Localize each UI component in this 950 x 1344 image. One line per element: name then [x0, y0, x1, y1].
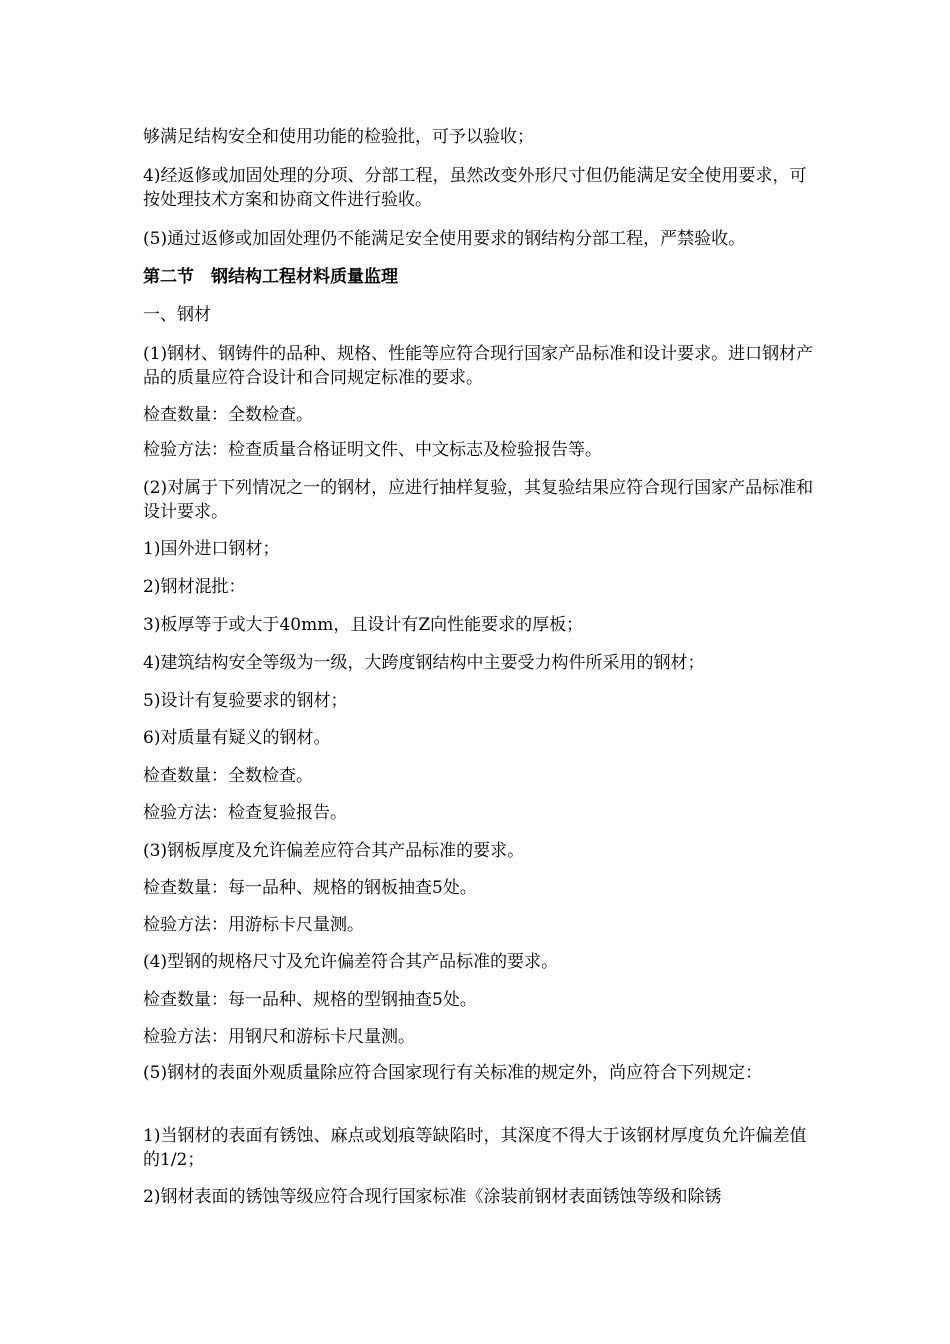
- inspection-quantity: 检查数量：全数检查。: [143, 766, 313, 786]
- paragraph-clause-1: (1)钢材、钢铸件的品种、规格、性能等应符合现行国家产品标准和设计要求。进口钢材产品的质量应符合设计和合同规定标准的要求。: [143, 344, 814, 388]
- list-item: 1)国外进口钢材；: [143, 539, 280, 559]
- inspection-quantity: 检查数量：每一品种、规格的钢板抽查5处。: [143, 878, 477, 898]
- paragraph-item-5: (5)通过返修或加固处理仍不能满足安全使用要求的钢结构分部工程，严禁验收。: [143, 229, 746, 249]
- paragraph-clause-4: (4)型钢的规格尺寸及允许偏差符合其产品标准的要求。: [143, 952, 559, 972]
- paragraph-item-4: 4)经返修或加固处理的分项、分部工程，虽然改变外形尺寸但仍能满足安全使用要求，可按处理技术方案和协商文件进行验收。: [143, 166, 807, 210]
- list-item: 4)建筑结构安全等级为一级，大跨度钢结构中主要受力构件所采用的钢材；: [143, 653, 705, 673]
- inspection-quantity: 检查数量：全数检查。: [143, 405, 313, 425]
- paragraph-clause-3: (3)钢板厚度及允许偏差应符合其产品标准的要求。: [143, 841, 525, 861]
- list-item: 3)板厚等于或大于40mm，且设计有Z向性能要求的厚板；: [143, 615, 584, 635]
- inspection-method: 检验方法：检查复验报告。: [143, 803, 347, 823]
- subsection-heading: 一、钢材: [143, 305, 211, 325]
- list-item: 5)设计有复验要求的钢材；: [143, 691, 348, 711]
- paragraph-clause-2: (2)对属于下列情况之一的钢材，应进行抽样复验，其复验结果应符合现行国家产品标准和设计要求。: [143, 478, 814, 522]
- list-item: 2)钢材混批：: [143, 577, 246, 597]
- list-item: 2)钢材表面的锈蚀等级应符合现行国家标准《涂装前钢材表面锈蚀等级和除锈: [143, 1187, 722, 1207]
- section-heading: 第二节 钢结构工程材料质量监理: [143, 267, 398, 287]
- inspection-method: 检验方法：用钢尺和游标卡尺量测。: [143, 1027, 415, 1047]
- inspection-method: 检验方法：用游标卡尺量测。: [143, 915, 364, 935]
- paragraph-clause-5: (5)钢材的表面外观质量除应符合国家现行有关标准的规定外，尚应符合下列规定：: [143, 1063, 763, 1083]
- inspection-method: 检验方法：检查质量合格证明文件、中文标志及检验报告等。: [143, 440, 602, 460]
- paragraph-continuation: 够满足结构安全和使用功能的检验批，可予以验收；: [143, 127, 534, 147]
- list-item: 1)当钢材的表面有锈蚀、麻点或划痕等缺陷时，其深度不得大于该钢材厚度负允许偏差值的1/2；: [143, 1126, 807, 1170]
- list-item: 6)对质量有疑义的钢材。: [143, 728, 331, 748]
- inspection-quantity: 检查数量：每一品种、规格的型钢抽查5处。: [143, 990, 477, 1010]
